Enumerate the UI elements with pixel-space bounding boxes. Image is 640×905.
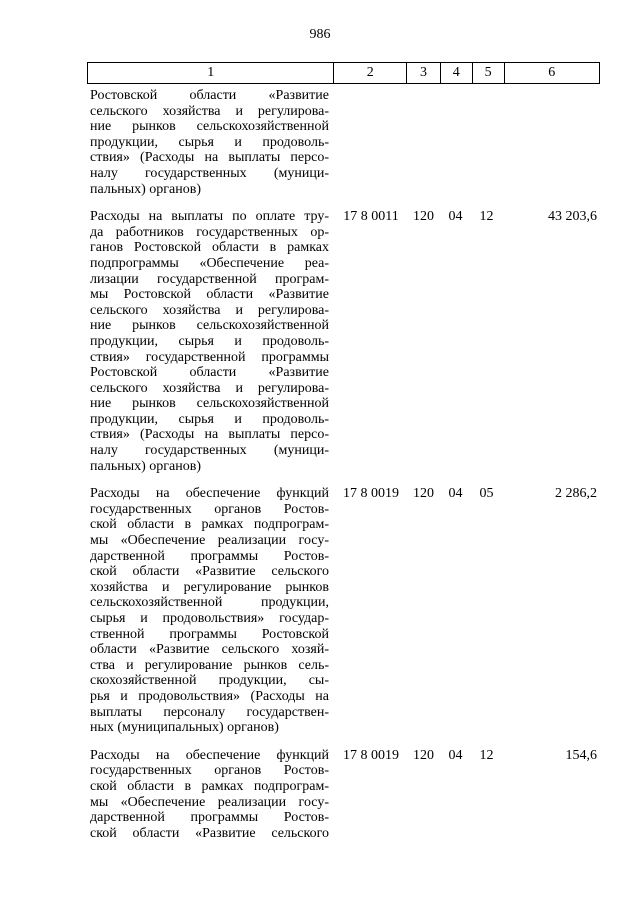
description-line: да работников государственных ор- <box>90 224 329 240</box>
description-line: ства и регулирование рынков сель- <box>90 657 329 673</box>
description-line: государственных органов Ростов- <box>90 501 329 517</box>
description-line: ской области «Развитие сельского <box>90 825 329 841</box>
description-line: ганов Ростовской области в рамках <box>90 240 329 256</box>
expense-description <box>87 486 329 736</box>
budget-table-body <box>87 88 600 853</box>
description-line: скохозяйственной продукции, сы- <box>90 673 329 689</box>
description-line: продукции, сырья и продоволь- <box>90 134 329 150</box>
description-line: области «Развитие сельского хозяй- <box>90 642 329 658</box>
column-3-header: 3 <box>407 63 441 84</box>
description-line: хозяйства и регулирование рынков <box>90 579 329 595</box>
table-row <box>87 88 600 197</box>
description-line: сельского хозяйства и регулирова- <box>90 103 329 119</box>
column-6-header: 6 <box>504 63 599 84</box>
table-row <box>87 748 600 842</box>
description-line: сельскохозяйственной продукции, <box>90 595 329 611</box>
target-item-code: 17 8 0019 <box>343 486 399 502</box>
expense-type-code: 120 <box>413 209 434 225</box>
description-line: ской области в рамках подпрограм- <box>90 517 329 533</box>
description-line: дарственной программы Ростов- <box>90 548 329 564</box>
description-line: ние рынков сельскохозяйственной <box>90 119 329 135</box>
description-line: продукции, сырья и продоволь- <box>90 411 329 427</box>
description-line: сырья и продовольствия» государ- <box>90 611 329 626</box>
description-line: Ростовской области «Развитие <box>90 88 329 103</box>
description-line: ской области «Развитие сельского <box>90 564 329 580</box>
column-4-header: 4 <box>440 63 472 84</box>
column-5-header: 5 <box>472 63 504 84</box>
description-line: ственной программы Ростовской <box>90 626 329 642</box>
description-line: ние рынков сельскохозяйственной <box>90 396 329 412</box>
description-line: мы «Обеспечение реализации госу- <box>90 533 329 549</box>
amount: 2 286,2 <box>555 486 597 502</box>
description-line: продукции, сырья и продоволь- <box>90 333 329 349</box>
description-line: выплаты персоналу государствен- <box>90 704 329 720</box>
description-line: ных (муниципальных) органов) <box>90 720 279 736</box>
page-number: 986 <box>309 27 331 42</box>
description-line: пальных) органов) <box>90 458 201 474</box>
table-row <box>87 209 600 474</box>
description-line: лизации государственной програм- <box>90 271 329 287</box>
target-item-code: 17 8 0011 <box>343 209 399 225</box>
description-line: мы Ростовской области «Развитие <box>90 287 329 303</box>
description-line: мы «Обеспечение реализации госу- <box>90 794 329 810</box>
description-line: подпрограммы «Обеспечение реа- <box>90 255 329 271</box>
expense-description <box>87 88 329 197</box>
column-1-header: 1 <box>88 63 334 84</box>
column-2-header: 2 <box>334 63 407 84</box>
section-code: 04 <box>448 209 463 225</box>
description-line: налу государственных (муници- <box>90 443 329 459</box>
expense-type-code: 120 <box>413 486 434 502</box>
subsection-code: 05 <box>479 486 494 502</box>
subsection-code: 12 <box>479 747 494 763</box>
description-line: ствия» (Расходы на выплаты персо- <box>90 150 329 166</box>
description-line: ской области в рамках подпрограм- <box>90 778 329 794</box>
description-line: ствия» (Расходы на выплаты персо- <box>90 427 329 443</box>
description-line: ние рынков сельскохозяйственной <box>90 318 329 334</box>
target-item-code: 17 8 0019 <box>343 747 399 763</box>
description-line: государственных органов Ростов- <box>90 763 329 779</box>
section-code: 04 <box>448 747 463 763</box>
description-line: налу государственных (муници- <box>90 165 329 181</box>
amount: 43 203,6 <box>548 209 597 225</box>
description-line: Ростовской области «Развитие <box>90 365 329 381</box>
description-line: сельского хозяйства и регулирова- <box>90 380 329 396</box>
table-row <box>87 486 600 736</box>
description-line: рья и продовольствия» (Расходы на <box>90 688 329 704</box>
column-number-header <box>87 62 600 84</box>
expense-description <box>87 748 329 842</box>
description-line: дарственной программы Ростов- <box>90 810 329 826</box>
description-line: Расходы на обеспечение функций <box>90 747 329 763</box>
description-line: ствия» государственной программы <box>90 349 329 365</box>
amount: 154,6 <box>565 747 597 763</box>
description-line: сельского хозяйства и регулирова- <box>90 302 329 318</box>
expense-description <box>87 209 329 474</box>
subsection-code: 12 <box>479 209 494 225</box>
description-line: Расходы на обеспечение функций <box>90 486 329 502</box>
description-line: пальных) органов) <box>90 181 201 197</box>
description-line: Расходы на выплаты по оплате тру- <box>90 209 329 225</box>
expense-type-code: 120 <box>413 747 434 763</box>
section-code: 04 <box>448 486 463 502</box>
